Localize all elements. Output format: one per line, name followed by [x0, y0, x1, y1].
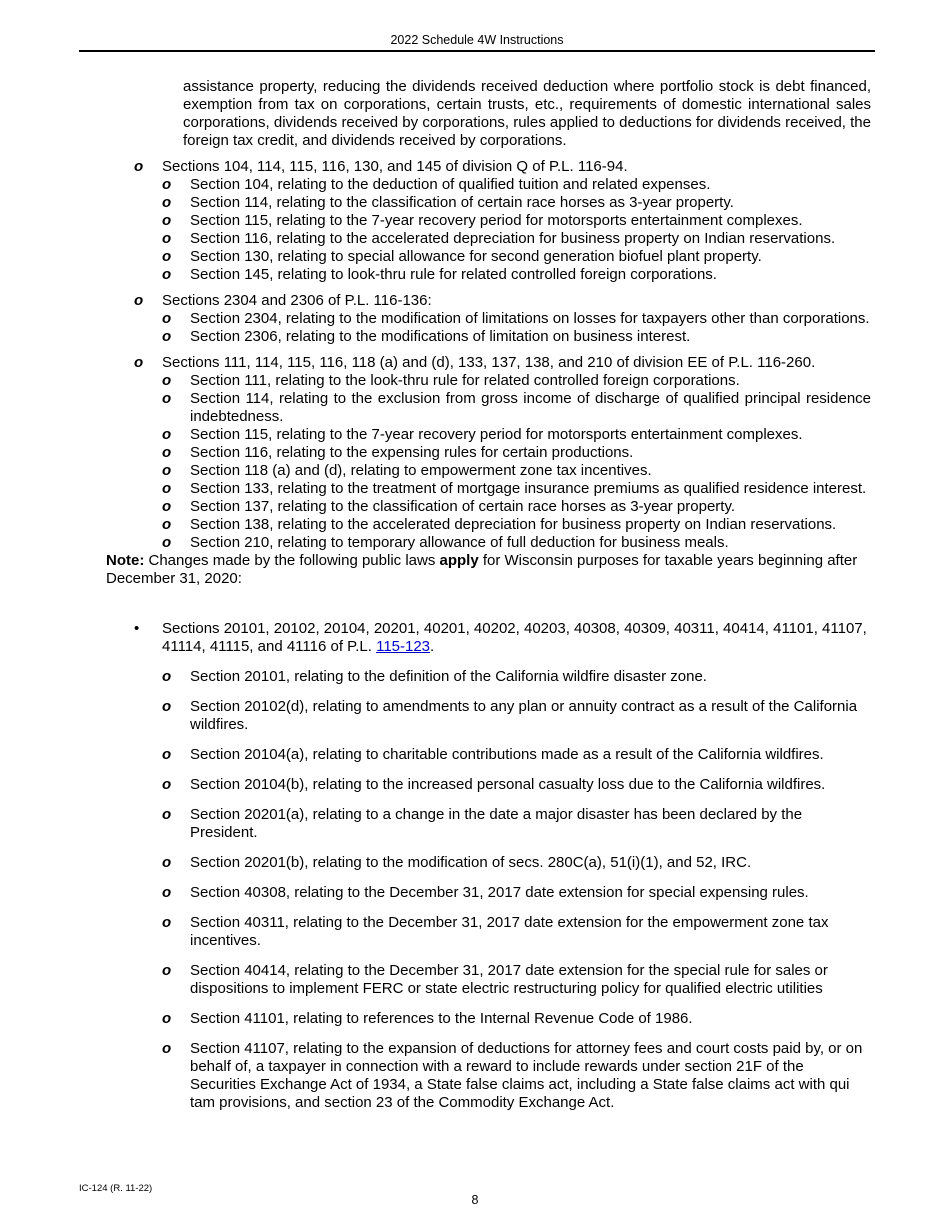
note-paragraph: Note: Changes made by the following public laws apply for Wisconsin purposes for taxable years beginning after December 31, 2020: — [106, 552, 858, 587]
intro-continuation: assistance property, reducing the dividends received deduction where portfolio stock is debt financed, exemption from tax on corporations, certain trusts, etc., requirements of domestic international sales corporations, dividends received by corporations, rules applied to deductions for dividends received, the foreign tax credit, and dividends received by corporations. — [183, 78, 871, 149]
circle-bullet-icon: o — [162, 266, 172, 283]
circle-bullet-icon: o — [162, 1040, 172, 1057]
circle-bullet-icon: o — [162, 480, 172, 497]
note-bold-word: apply — [439, 552, 479, 569]
list-item: o Section 133, relating to the treatment of mortgage insurance premiums as qualified residence interest. — [162, 480, 867, 497]
group-136-items — [0, 310, 950, 346]
list-item: o Section 145, relating to look-thru rule for related controlled foreign corporations. — [162, 266, 717, 283]
circle-bullet-icon: o — [162, 534, 172, 551]
group-136-title-text: Sections 2304 and 2306 of P.L. 116-136: — [162, 292, 432, 309]
list-item: o Section 20201(b), relating to the modification of secs. 280C(a), 51(i)(1), and 52, IRC. — [162, 854, 752, 871]
list-item: o Section 20201(a), relating to a change in the date a major disaster has been declared by the President. — [162, 806, 803, 841]
circle-bullet-icon: o — [134, 158, 144, 175]
list-item: o Section 114, relating to the classification of certain race horses as 3-year property. — [162, 194, 734, 211]
circle-bullet-icon: o — [162, 746, 172, 763]
circle-bullet-icon: o — [162, 194, 172, 211]
list-item: o Section 20104(b), relating to the increased personal casualty loss due to the California wildfires. — [162, 776, 826, 793]
list-item: o Section 115, relating to the 7-year recovery period for motorsports entertainment complexes. — [162, 426, 803, 443]
circle-bullet-icon: o — [162, 230, 172, 247]
group-q-title — [134, 158, 871, 176]
circle-bullet-icon: o — [162, 884, 172, 901]
circle-bullet-icon: o — [134, 292, 144, 309]
circle-bullet-icon: o — [162, 310, 172, 327]
list-item: o Section 104, relating to the deduction of qualified tuition and related expenses. — [162, 176, 711, 193]
circle-bullet-icon: o — [162, 516, 172, 533]
circle-bullet-icon: o — [162, 212, 172, 229]
list-item: o Section 130, relating to special allowance for second generation biofuel plant property. — [162, 248, 762, 265]
list-item: o Section 2306, relating to the modifications of limitation on business interest. — [162, 328, 691, 345]
form-id: IC-124 (R. 11-22) — [79, 1183, 153, 1194]
list-item: o Section 2304, relating to the modification of limitations on losses for taxpayers other than corporations. — [162, 310, 870, 327]
circle-bullet-icon: o — [162, 390, 172, 407]
group-ee-title-text: Sections 111, 114, 115, 116, 118 (a) and (d), 133, 137, 138, and 210 of division EE of P.L. 116-260. — [162, 354, 816, 371]
group-q-title-text: Sections 104, 114, 115, 116, 130, and 145 of division Q of P.L. 116-94. — [162, 158, 628, 175]
list-item: o Section 40311, relating to the December 31, 2017 date extension for the empowerment zone tax incentives. — [162, 914, 829, 949]
circle-bullet-icon: o — [162, 444, 172, 461]
circle-bullet-icon: o — [162, 498, 172, 515]
circle-bullet-icon: o — [162, 176, 172, 193]
circle-bullet-icon: o — [162, 426, 172, 443]
circle-bullet-icon: o — [162, 776, 172, 793]
circle-bullet-icon: o — [162, 462, 172, 479]
circle-bullet-icon: o — [134, 354, 144, 371]
circle-bullet-icon: o — [162, 668, 172, 685]
list-item: o Section 116, relating to the accelerated depreciation for business property on Indian reservations. — [162, 230, 836, 247]
note-label: Note: — [106, 552, 145, 569]
list-item: o Section 20102(d), relating to amendments to any plan or annuity contract as a result of the California wildfires. — [162, 698, 858, 733]
header-divider — [79, 50, 875, 52]
list-item: o Section 137, relating to the classification of certain race horses as 3-year property. — [162, 498, 736, 515]
pl-115-123-link[interactable]: 115-123 — [376, 638, 431, 655]
list-item: o Section 111, relating to the look-thru rule for related controlled foreign corporations. — [162, 372, 740, 389]
circle-bullet-icon: o — [162, 1010, 172, 1027]
circle-bullet-icon: o — [162, 372, 172, 389]
list-item: o Section 40414, relating to the December 31, 2017 date extension for the special rule for sales or dispositions to implement FERC or state electric restructuring policy for qualified electric utilities — [162, 962, 828, 997]
list-item: o Section 115, relating to the 7-year recovery period for motorsports entertainment complexes. — [162, 212, 803, 229]
group-115-title: • Sections 20101, 20102, 20104, 20201, 40201, 40202, 40203, 40308, 40309, 40311, 40414, 41101, 41107, 41114, 41115, and 41116 of P.L. 115-123. — [134, 620, 867, 655]
list-item: o Section 20104(a), relating to charitable contributions made as a result of the California wildfires. — [162, 746, 824, 763]
list-item: o Section 20101, relating to the definition of the California wildfire disaster zone. — [162, 668, 707, 685]
list-item: o Section 118 (a) and (d), relating to empowerment zone tax incentives. — [162, 462, 652, 479]
circle-bullet-icon: o — [162, 328, 172, 345]
list-item: o Section 41107, relating to the expansion of deductions for attorney fees and court costs paid by, or on behalf of, a taxpayer in connection with a reward to include rewards under section 21F of the Securities Exchange Act of 1934, a State false claims act, including a State false claims act with qui tam provisions, and section 23 of the Commodity Exchange Act. — [162, 1040, 863, 1111]
group-136-title — [134, 292, 871, 310]
circle-bullet-icon: o — [162, 962, 172, 979]
list-item: o Section 138, relating to the accelerated depreciation for business property on Indian reservations. — [162, 516, 837, 533]
circle-bullet-icon: o — [162, 914, 172, 931]
circle-bullet-icon: o — [162, 854, 172, 871]
group-q-items — [0, 176, 950, 284]
page-number: 8 — [471, 1193, 479, 1207]
circle-bullet-icon: o — [162, 806, 172, 823]
group-ee-title — [134, 354, 871, 372]
list-item: o Section 40308, relating to the December 31, 2017 date extension for special expensing rules. — [162, 884, 809, 901]
group-ee-items — [0, 372, 950, 552]
list-item: o Section 210, relating to temporary allowance of full deduction for business meals. — [162, 534, 729, 551]
document-body — [0, 78, 950, 1112]
page-header: 2022 Schedule 4W Instructions — [390, 33, 564, 47]
circle-bullet-icon: o — [162, 248, 172, 265]
group-115-section — [0, 620, 950, 1112]
list-item: o Section 114, relating to the exclusion from gross income of discharge of qualified principal residence indebtedness. — [162, 390, 871, 425]
list-item: o Section 41101, relating to references to the Internal Revenue Code of 1986. — [162, 1010, 693, 1027]
bullet-icon: • — [134, 620, 140, 637]
list-item: o Section 116, relating to the expensing rules for certain productions. — [162, 444, 634, 461]
circle-bullet-icon: o — [162, 698, 172, 715]
